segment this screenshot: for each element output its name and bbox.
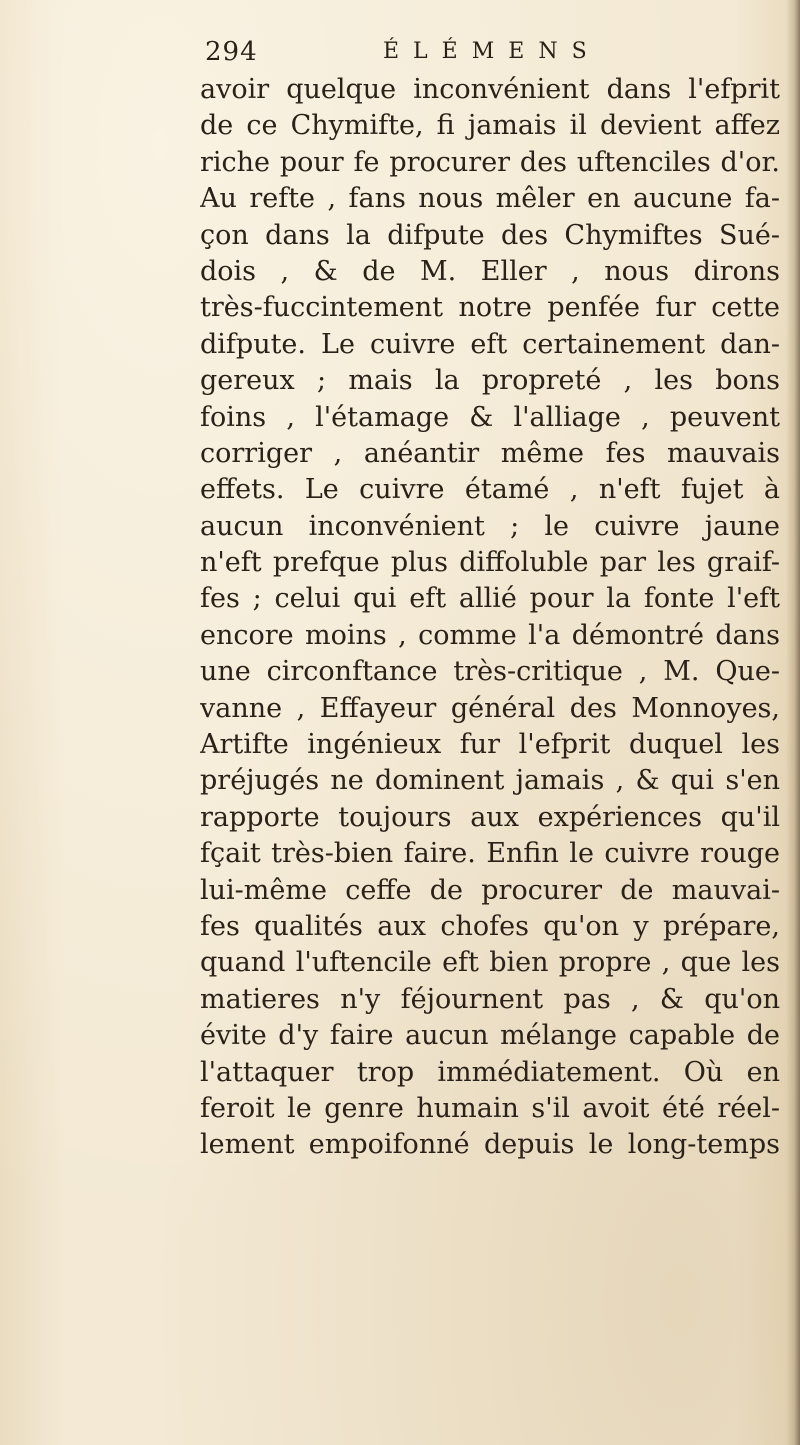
text-line: lement empoifonné depuis le long-temps (200, 1129, 780, 1161)
text-line: feroit le genre humain s'il avoit été réel- (200, 1092, 780, 1124)
text-line: aucun inconvénient ; le cuivre jaune (200, 510, 780, 542)
text-line: très-fuccintement notre penfée fur cette (200, 292, 780, 324)
text-line: çon dans la difpute des Chymiftes Sué- (200, 219, 780, 251)
text-line: lui-même ceffe de procurer de mauvai- (200, 874, 780, 906)
page-edge-shadow (786, 0, 800, 1445)
text-line: fes ; celui qui eft allié pour la fonte l'eft (200, 583, 780, 615)
text-line: n'eft prefque plus diffoluble par les graif- (200, 547, 780, 579)
text-line: gereux ; mais la propreté , les bons (200, 365, 780, 397)
text-line: rapporte toujours aux expériences qu'il (200, 801, 780, 833)
text-line: encore moins , comme l'a démontré dans (200, 619, 780, 651)
body-text (200, 72, 780, 1164)
text-line: l'attaquer trop immédiatement. Où en (200, 1056, 780, 1088)
running-title: ÉLÉMENS (383, 39, 601, 64)
text-line: fçait très-bien faire. Enfin le cuivre rouge (200, 838, 780, 870)
text-line: dois , & de M. Eller , nous dirons (200, 255, 780, 287)
text-line: matieres n'y féjournent pas , & qu'on (200, 983, 780, 1015)
text-line: Artifte ingénieux fur l'efprit duquel les (200, 729, 780, 761)
text-line: effets. Le cuivre étamé , n'eft fujet à (200, 474, 780, 506)
text-line: évite d'y faire aucun mélange capable de (200, 1020, 780, 1052)
text-line: fes qualités aux chofes qu'on y prépare, (200, 910, 780, 942)
text-line: foins , l'étamage & l'alliage , peuvent (200, 401, 780, 433)
text-line: difpute. Le cuivre eft certainement dan- (200, 328, 780, 360)
text-line: une circonftance très-critique , M. Que- (200, 656, 780, 688)
text-line: riche pour fe procurer des uftenciles d'or. (200, 146, 780, 178)
text-line: avoir quelque inconvénient dans l'efprit (200, 74, 780, 105)
text-line: vanne , Effayeur général des Monnoyes, (200, 692, 780, 724)
text-line: corriger , anéantir même fes mauvais (200, 437, 780, 469)
running-head (205, 34, 765, 70)
text-line: préjugés ne dominent jamais , & qui s'en (200, 765, 780, 797)
text-line: Au refte , fans nous mêler en aucune fa- (200, 183, 780, 215)
text-line: de ce Chymifte, fi jamais il devient affez (200, 110, 780, 142)
text-line: quand l'uftencile eft bien propre , que les (200, 947, 780, 979)
page-number: 294 (205, 37, 258, 67)
